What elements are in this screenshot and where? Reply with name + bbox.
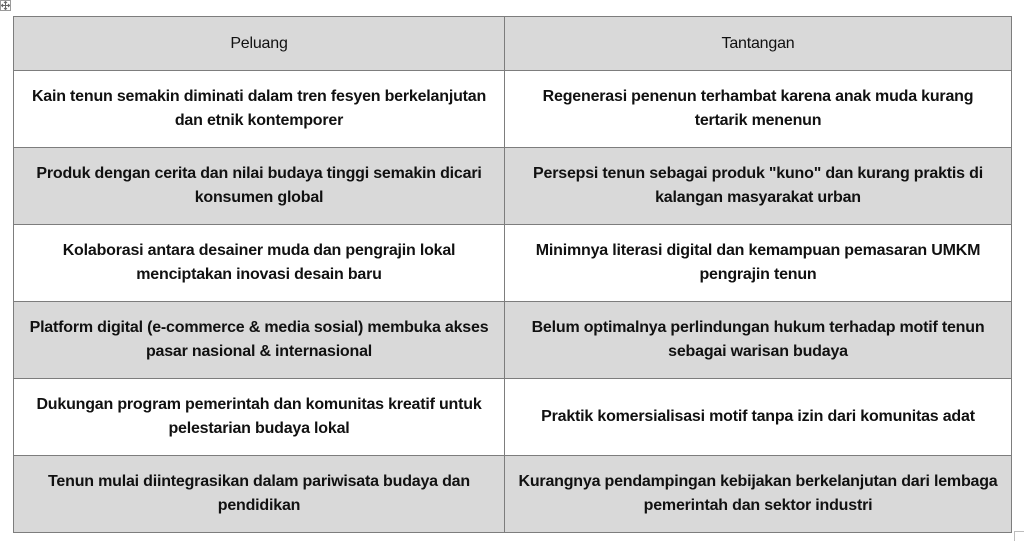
cell-peluang[interactable]: Kolaborasi antara desainer muda dan pengrajin lokal menciptakan inovasi desain baru [14,225,505,302]
header-peluang[interactable]: Peluang [14,17,505,71]
table-row [14,148,1012,225]
cell-peluang[interactable]: Produk dengan cerita dan nilai budaya tinggi semakin dicari konsumen global [14,148,505,225]
table-row [14,379,1012,456]
cell-tantangan[interactable]: Praktik komersialisasi motif tanpa izin dari komunitas adat [505,379,1012,456]
cell-tantangan[interactable]: Persepsi tenun sebagai produk "kuno" dan kurang praktis di kalangan masyarakat urban [505,148,1012,225]
table-row [14,225,1012,302]
table-header-row [14,17,1012,71]
resize-corner-icon[interactable] [1014,531,1024,541]
cell-peluang[interactable]: Platform digital (e-commerce & media sosial) membuka akses pasar nasional & internasional [14,302,505,379]
table-row [14,456,1012,533]
cell-tantangan[interactable]: Kurangnya pendampingan kebijakan berkelanjutan dari lembaga pemerintah dan sektor industri [505,456,1012,533]
cell-tantangan[interactable]: Minimnya literasi digital dan kemampuan pemasaran UMKM pengrajin tenun [505,225,1012,302]
cell-peluang[interactable]: Dukungan program pemerintah dan komunitas kreatif untuk pelestarian budaya lokal [14,379,505,456]
table-row [14,302,1012,379]
cell-tantangan[interactable]: Regenerasi penenun terhambat karena anak muda kurang tertarik menenun [505,71,1012,148]
move-arrows-icon [1,1,10,10]
opportunities-challenges-table [13,16,1012,533]
cell-peluang[interactable]: Kain tenun semakin diminati dalam tren fesyen berkelanjutan dan etnik kontemporer [14,71,505,148]
table-row [14,71,1012,148]
table-move-handle-icon[interactable] [0,0,11,11]
cell-peluang[interactable]: Tenun mulai diintegrasikan dalam pariwisata budaya dan pendidikan [14,456,505,533]
header-tantangan[interactable]: Tantangan [505,17,1012,71]
cell-tantangan[interactable]: Belum optimalnya perlindungan hukum terhadap motif tenun sebagai warisan budaya [505,302,1012,379]
